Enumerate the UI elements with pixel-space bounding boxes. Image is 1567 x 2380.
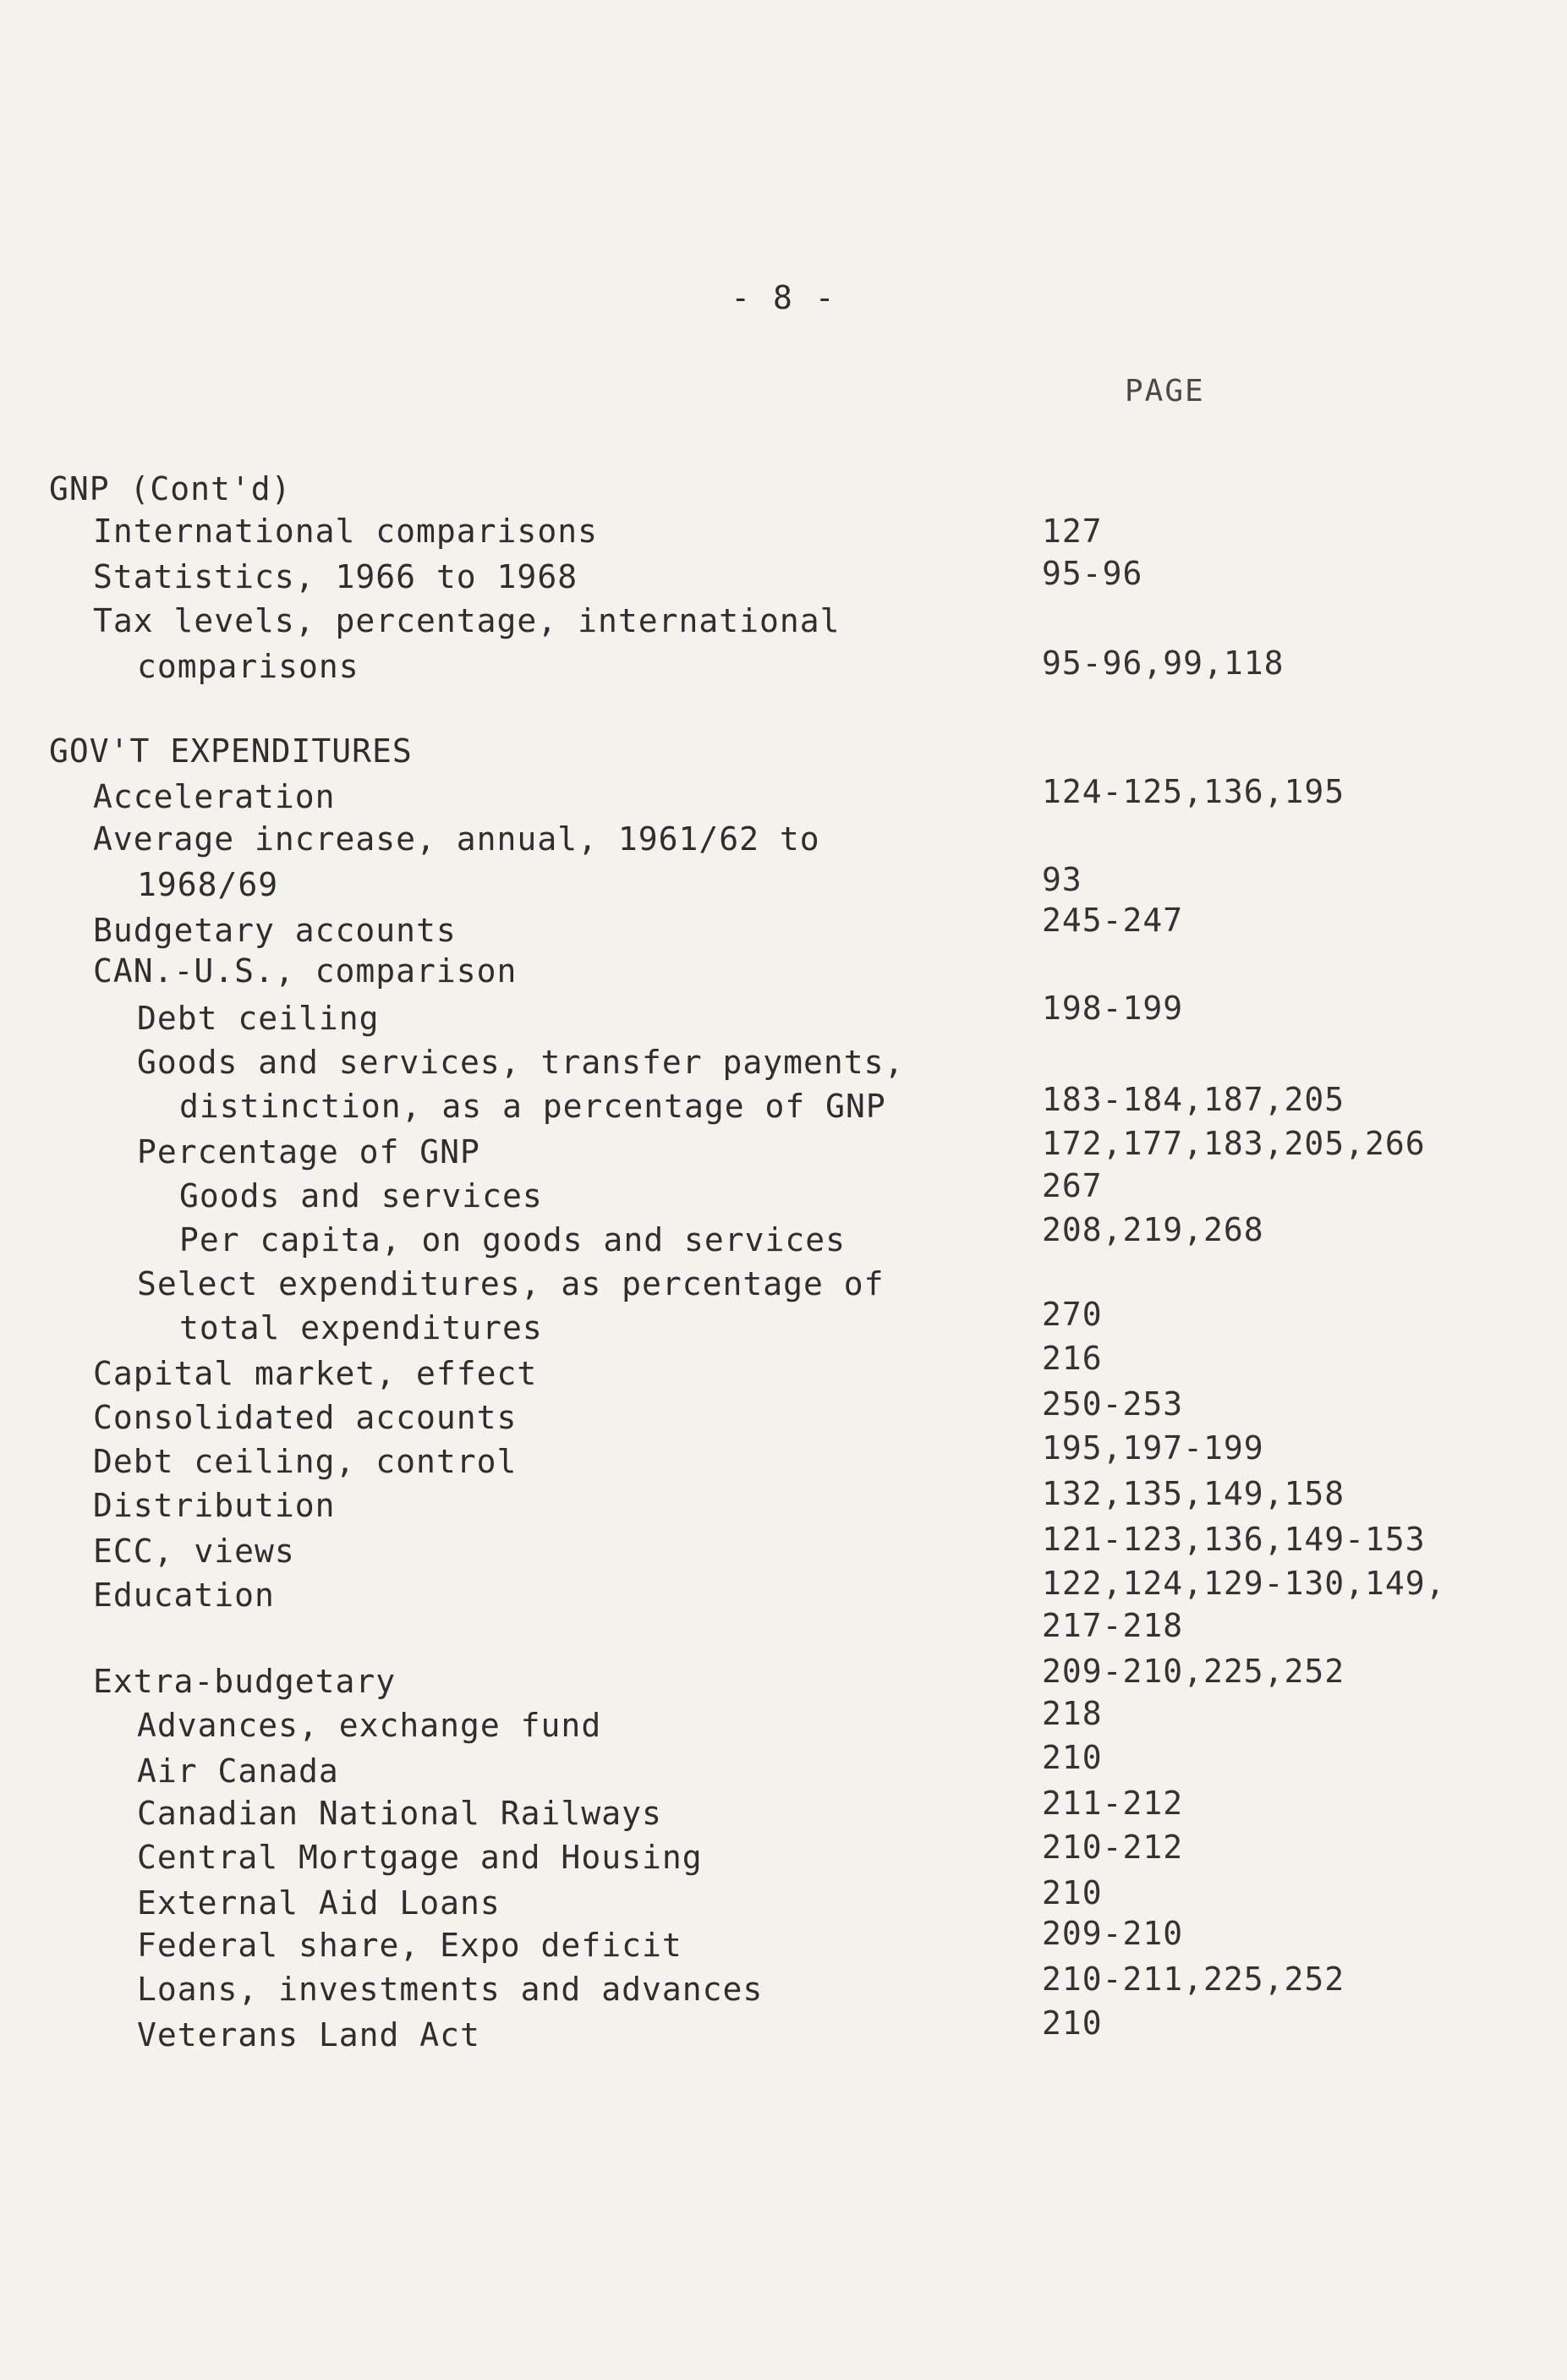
index-entry: distinction, as a percentage of GNP (179, 1088, 886, 1125)
index-page-ref: 95-96,99,118 (1042, 644, 1285, 682)
index-page-ref: 183-184,187,205 (1042, 1081, 1345, 1118)
index-entry: Central Mortgage and Housing (137, 1839, 703, 1876)
index-page-ref: 216 (1042, 1340, 1103, 1377)
index-page-ref: 250-253 (1042, 1385, 1184, 1423)
index-entry: External Aid Loans (137, 1884, 501, 1922)
page-column-header: PAGE (1125, 374, 1205, 409)
index-page-ref: 95-96 (1042, 555, 1143, 592)
index-entry: Veterans Land Act (137, 2016, 480, 2054)
index-page-ref: 198-199 (1042, 990, 1184, 1027)
index-entry: Goods and services, transfer payments, (137, 1044, 905, 1081)
index-page-ref: 245-247 (1042, 902, 1184, 939)
index-entry: 1968/69 (137, 866, 279, 903)
index-entry: Loans, investments and advances (137, 1971, 764, 2008)
index-entry: Percentage of GNP (137, 1133, 480, 1171)
index-entry: Consolidated accounts (93, 1399, 518, 1436)
index-heading-govt-expenditures: GOV'T EXPENDITURES (49, 732, 413, 770)
index-page-ref: 210 (1042, 2004, 1103, 2042)
index-page-ref: 121-123,136,149-153 (1042, 1521, 1426, 1558)
index-page-ref: 132,135,149,158 (1042, 1475, 1345, 1512)
index-entry: Canadian National Railways (137, 1795, 662, 1832)
index-page-ref: 172,177,183,205,266 (1042, 1125, 1426, 1162)
index-entry: Tax levels, percentage, international (93, 602, 841, 639)
index-page-ref: 124-125,136,195 (1042, 773, 1345, 810)
index-page-ref: 210 (1042, 1874, 1103, 1911)
index-page-ref: 210-211,225,252 (1042, 1960, 1345, 1998)
index-entry: Capital market, effect (93, 1355, 538, 1392)
index-page-ref: 208,219,268 (1042, 1211, 1264, 1248)
index-page-ref: 209-210,225,252 (1042, 1653, 1345, 1690)
index-entry: Education (93, 1577, 275, 1614)
index-page-ref: 270 (1042, 1296, 1103, 1333)
page-number: - 8 - (731, 279, 836, 316)
index-entry: total expenditures (179, 1309, 543, 1346)
index-entry: ECC, views (93, 1533, 295, 1570)
index-page-ref: 195,197-199 (1042, 1429, 1264, 1467)
index-entry: Per capita, on goods and services (179, 1221, 846, 1259)
index-entry: Extra-budgetary (93, 1663, 397, 1700)
index-entry: Advances, exchange fund (137, 1707, 602, 1744)
index-entry: Acceleration (93, 778, 336, 815)
index-entry: Statistics, 1966 to 1968 (93, 558, 578, 595)
index-entry: Air Canada (137, 1752, 339, 1790)
index-entry: Average increase, annual, 1961/62 to (93, 820, 820, 858)
index-entry: Budgetary accounts (93, 912, 457, 949)
index-entry: Select expenditures, as percentage of (137, 1265, 885, 1302)
index-heading-gnp: GNP (Cont'd) (49, 470, 292, 507)
index-entry: Debt ceiling (137, 1000, 380, 1037)
index-page-ref: 267 (1042, 1167, 1103, 1204)
index-page-ref: 127 (1042, 513, 1103, 550)
index-page-ref: 211-212 (1042, 1785, 1184, 1822)
index-page-ref: 210-212 (1042, 1829, 1184, 1866)
index-entry: comparisons (137, 648, 359, 685)
index-page-ref: 93 (1042, 861, 1082, 898)
index-entry: Federal share, Expo deficit (137, 1927, 682, 1964)
index-entry: Distribution (93, 1487, 336, 1524)
index-entry: CAN.-U.S., comparison (93, 952, 518, 990)
index-entry: International comparisons (93, 513, 598, 550)
index-page-ref: 217-218 (1042, 1607, 1184, 1644)
index-entry: Debt ceiling, control (93, 1443, 518, 1480)
index-page-ref: 122,124,129-130,149, (1042, 1565, 1446, 1602)
index-entry: Goods and services (179, 1177, 543, 1215)
index-page-ref: 218 (1042, 1695, 1103, 1732)
index-page-ref: 210 (1042, 1739, 1103, 1776)
index-page-ref: 209-210 (1042, 1915, 1184, 1952)
